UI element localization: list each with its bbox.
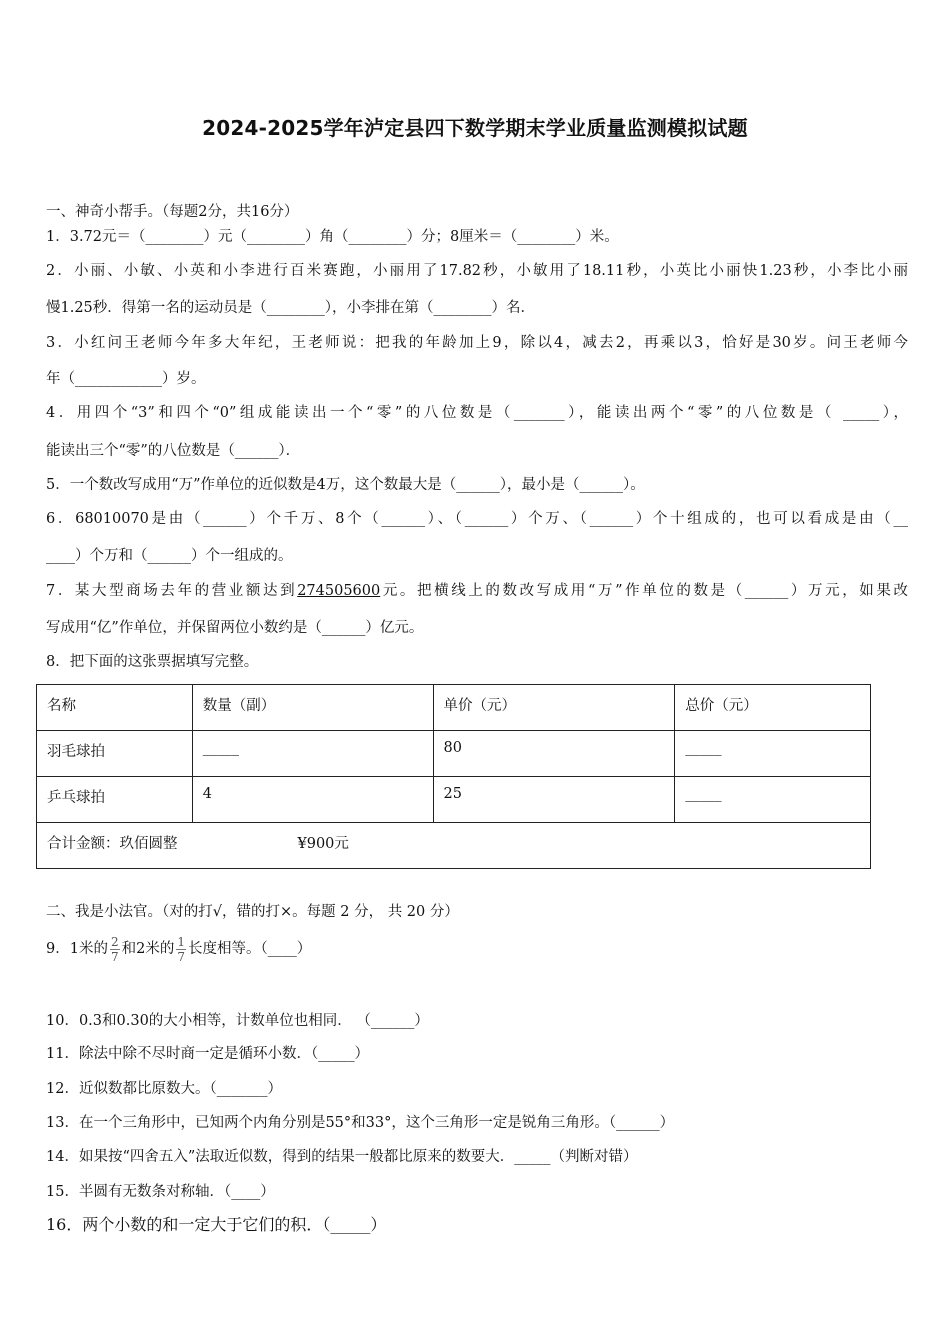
question-2-line2: 慢1.25秒．得第一名的运动员是（________），小李排在第（________）名． xyxy=(46,300,536,316)
fraction-two-sevenths: $\frac{2}{7}$ xyxy=(110,934,119,964)
question-9-part-a: 9．1米的 xyxy=(46,941,108,957)
bill-cell: _____ xyxy=(675,731,871,777)
question-7-pre: 7．某大型商场去年的营业额达到 xyxy=(46,583,298,599)
question-16: 16．两个小数的和一定大于它们的积．（_____） xyxy=(46,1215,387,1234)
bill-header-cell: 名称 xyxy=(37,685,193,731)
question-7-post: 元。把横线上的数改写成用“万”作单位的数是（______）万元，如果改 xyxy=(380,583,908,599)
bill-header-row xyxy=(37,685,871,731)
section1-heading: 一、神奇小帮手。（每题2分，共16分） xyxy=(46,204,299,220)
question-5: 5．一个数改写成用“万”作单位的近似数是4万，这个数最大是（______），最小是（______）。 xyxy=(46,477,645,493)
question-13: 13．在一个三角形中，已知两个内角分别是55°和33°，这个三角形一定是锐角三角形。（______） xyxy=(46,1115,675,1131)
question-12: 12．近似数都比原数大。（_______） xyxy=(46,1081,282,1097)
question-6-line1: 6．68010070是由（______）个千万、8个（______）、（______）个万、（______）个十组成的，也可以看成是由（__ xyxy=(46,511,908,527)
bill-cell: 乒乓球拍 xyxy=(37,777,193,823)
question-6-line2: ____）个万和（______）个一组成的。 xyxy=(46,548,293,564)
question-3-line1: 3．小红问王老师今年多大年纪，王老师说：把我的年龄加上9，除以4，减去2，再乘以3，恰好是30岁。问王老师今 xyxy=(46,335,908,351)
question-9-part-c: 长度相等。（____） xyxy=(187,941,312,957)
bill-cell: 80 xyxy=(433,731,675,777)
bill-total-label: 合计金额：玖佰圆整 xyxy=(47,836,178,852)
question-1: 1．3.72元＝（________）元（________）角（________）分；8厘米＝（________）米。 xyxy=(46,229,619,245)
bill-cell: 羽毛球拍 xyxy=(37,731,193,777)
question-4-line1: 4．用四个“3”和四个“0”组成能读出一个“零”的八位数是（_______），能读出两个“零”的八位数是（ _____）， xyxy=(46,405,908,421)
bill-header-cell: 数量（副） xyxy=(192,685,433,731)
question-7-line1 xyxy=(46,580,908,602)
question-8: 8．把下面的这张票据填写完整。 xyxy=(46,654,259,670)
question-2-line1: 2．小丽、小敏、小英和小李进行百米赛跑，小丽用了17.82秒，小敏用了18.11秒，小英比小丽快1.23秒，小李比小丽 xyxy=(46,263,908,279)
question-11: 11．除法中除不尽时商一定是循环小数．（_____） xyxy=(46,1046,369,1062)
bill-cell: _____ xyxy=(675,777,871,823)
page-title: 2024-2025学年泸定县四下数学期末学业质量监测模拟试题 xyxy=(202,116,748,140)
bill-cell: 25 xyxy=(433,777,675,823)
question-9 xyxy=(46,934,908,964)
bill-cell: 4 xyxy=(192,777,433,823)
bill-row xyxy=(37,731,871,777)
section2-heading: 二、我是小法官。（对的打√，错的打×。每题 2 分， 共 20 分） xyxy=(46,904,459,920)
question-7-underlined-number: 274505600 xyxy=(297,583,381,599)
question-15: 15．半圆有无数条对称轴．（____） xyxy=(46,1184,275,1200)
question-7-line2: 写成用“亿”作单位，并保留两位小数约是（______）亿元。 xyxy=(46,620,424,636)
question-14: 14．如果按“四舍五入”法取近似数，得到的结果一般都比原来的数要大．_____（判断对错） xyxy=(46,1149,638,1165)
bill-total-row xyxy=(37,823,871,869)
bill-row xyxy=(37,777,871,823)
bill-header-cell: 单价（元） xyxy=(433,685,675,731)
question-3-line2: 年（____________）岁。 xyxy=(46,371,206,387)
fraction-one-seventh: $\frac{1}{7}$ xyxy=(177,934,185,964)
question-9-part-b: 和2米的 xyxy=(121,941,175,957)
bill-total-cell xyxy=(37,823,871,869)
question-4-line2: 能读出三个“零”的八位数是（______）． xyxy=(46,443,301,459)
bill-header-cell: 总价（元） xyxy=(675,685,871,731)
bill-total-value: ¥900元 xyxy=(297,836,349,852)
question-10: 10．0.3和0.30的大小相等，计数单位也相同． （______） xyxy=(46,1013,429,1029)
bill-table xyxy=(36,684,871,869)
bill-cell: _____ xyxy=(192,731,433,777)
